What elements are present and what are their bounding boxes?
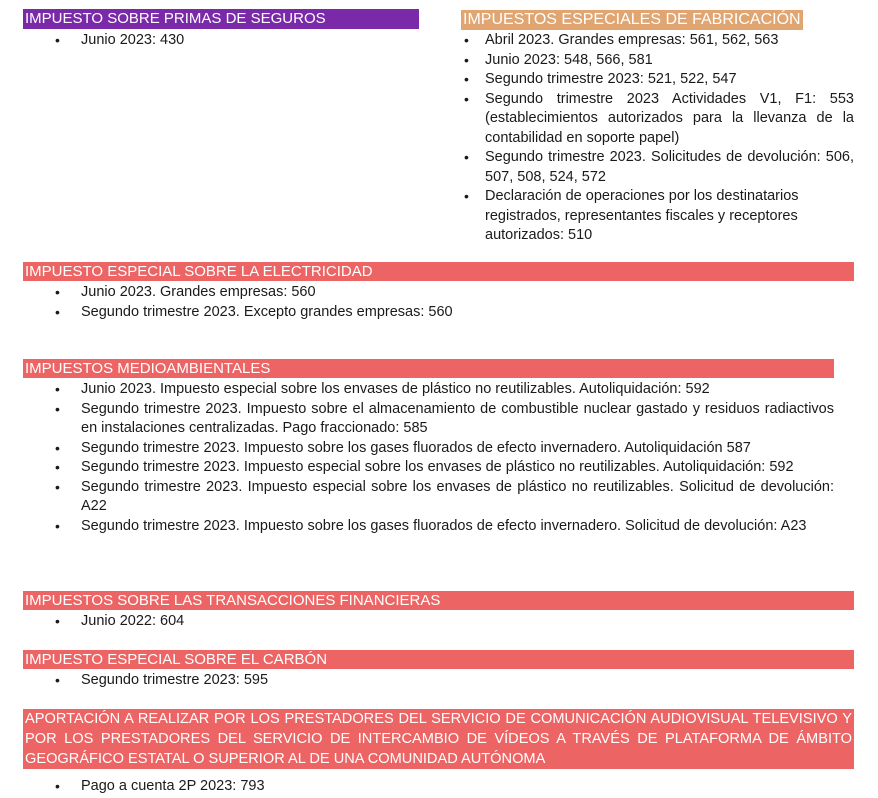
- list-item: • Segundo trimestre 2023. Impuesto especial sobre los envases de plástico no reutilizables. Autoliquidación: 592: [23, 458, 834, 478]
- list-item: • Segundo trimestre 2023. Impuesto especial sobre los envases de plástico no reutilizables. Solicitud de devolución: A22: [23, 478, 834, 517]
- list-item: • Declaración de operaciones por los destinatarios registrados, representantes fiscales y receptores autorizados: 510: [461, 187, 854, 246]
- list-item: • Junio 2023: 430: [23, 31, 419, 51]
- list-item: • Segundo trimestre 2023. Impuesto sobre el almacenamiento de combustible nuclear gastado y residuos radiactivos en instalaciones centralizadas. Pago fraccionado: 585: [23, 400, 834, 439]
- list-item: • Segundo trimestre 2023: 521, 522, 547: [461, 70, 854, 90]
- list-item: • Abril 2023. Grandes empresas: 561, 562, 563: [461, 31, 854, 51]
- carbon-list: [23, 671, 854, 691]
- medioambientales-list: [23, 380, 834, 536]
- fabricacion-list: [461, 31, 854, 246]
- list-item: • Segundo trimestre 2023. Impuesto sobre los gases fluorados de efecto invernadero. Solicitud de devolución: A23: [23, 517, 834, 537]
- financieras-list: [23, 612, 854, 632]
- section-carbon-title: IMPUESTO ESPECIAL SOBRE EL CARBÓN: [23, 650, 854, 669]
- list-item: • Junio 2023. Impuesto especial sobre los envases de plástico no reutilizables. Autoliquidación: 592: [23, 380, 834, 400]
- section-audiovisual: [23, 709, 854, 797]
- list-item: • Junio 2023. Grandes empresas: 560: [23, 283, 854, 303]
- section-audiovisual-title: APORTACIÓN A REALIZAR POR LOS PRESTADORES DEL SERVICIO DE COMUNICACIÓN AUDIOVISUAL TELEVISIVO Y POR LOS PRESTADORES DEL SERVICIO DE INTERCAMBIO DE VÍDEOS A TRAVÉS DE PLATAFORMA DE ÁMBITO GEOGRÁFICO ESTATAL O SUPERIOR AL DE UNA COMUNIDAD AUTÓNOMA: [25, 711, 852, 767]
- list-item: • Segundo trimestre 2023 Actividades V1, F1: 553 (establecimientos autorizados para la llevanza de la contabilidad en soporte papel): [461, 90, 854, 149]
- list-item: • Segundo trimestre 2023. Solicitudes de devolución: 506, 507, 508, 524, 572: [461, 148, 854, 187]
- section-financieras: [23, 591, 854, 632]
- section-fabricacion-title: IMPUESTOS ESPECIALES DE FABRICACIÓN: [463, 11, 801, 28]
- section-electricidad-title: IMPUESTO ESPECIAL SOBRE LA ELECTRICIDAD: [23, 262, 854, 281]
- section-carbon: [23, 650, 854, 691]
- section-medioambientales: [23, 359, 834, 536]
- audiovisual-list: [23, 777, 854, 797]
- list-item: • Pago a cuenta 2P 2023: 793: [23, 777, 854, 797]
- list-item: • Segundo trimestre 2023: 595: [23, 671, 854, 691]
- section-medioambientales-title: IMPUESTOS MEDIOAMBIENTALES: [23, 359, 834, 378]
- section-electricidad: [23, 262, 854, 322]
- electricidad-list: [23, 283, 854, 322]
- section-fabricacion: [461, 10, 854, 246]
- list-item: • Junio 2022: 604: [23, 612, 854, 632]
- section-primas: [23, 9, 419, 51]
- list-item: • Segundo trimestre 2023. Excepto grandes empresas: 560: [23, 303, 854, 323]
- list-item: • Junio 2023: 548, 566, 581: [461, 51, 854, 71]
- section-financieras-title: IMPUESTOS SOBRE LAS TRANSACCIONES FINANCIERAS: [23, 591, 854, 610]
- list-item: • Segundo trimestre 2023. Impuesto sobre los gases fluorados de efecto invernadero. Autoliquidación 587: [23, 439, 834, 459]
- section-primas-title: IMPUESTO SOBRE PRIMAS DE SEGUROS: [23, 9, 419, 29]
- primas-list: [23, 31, 419, 51]
